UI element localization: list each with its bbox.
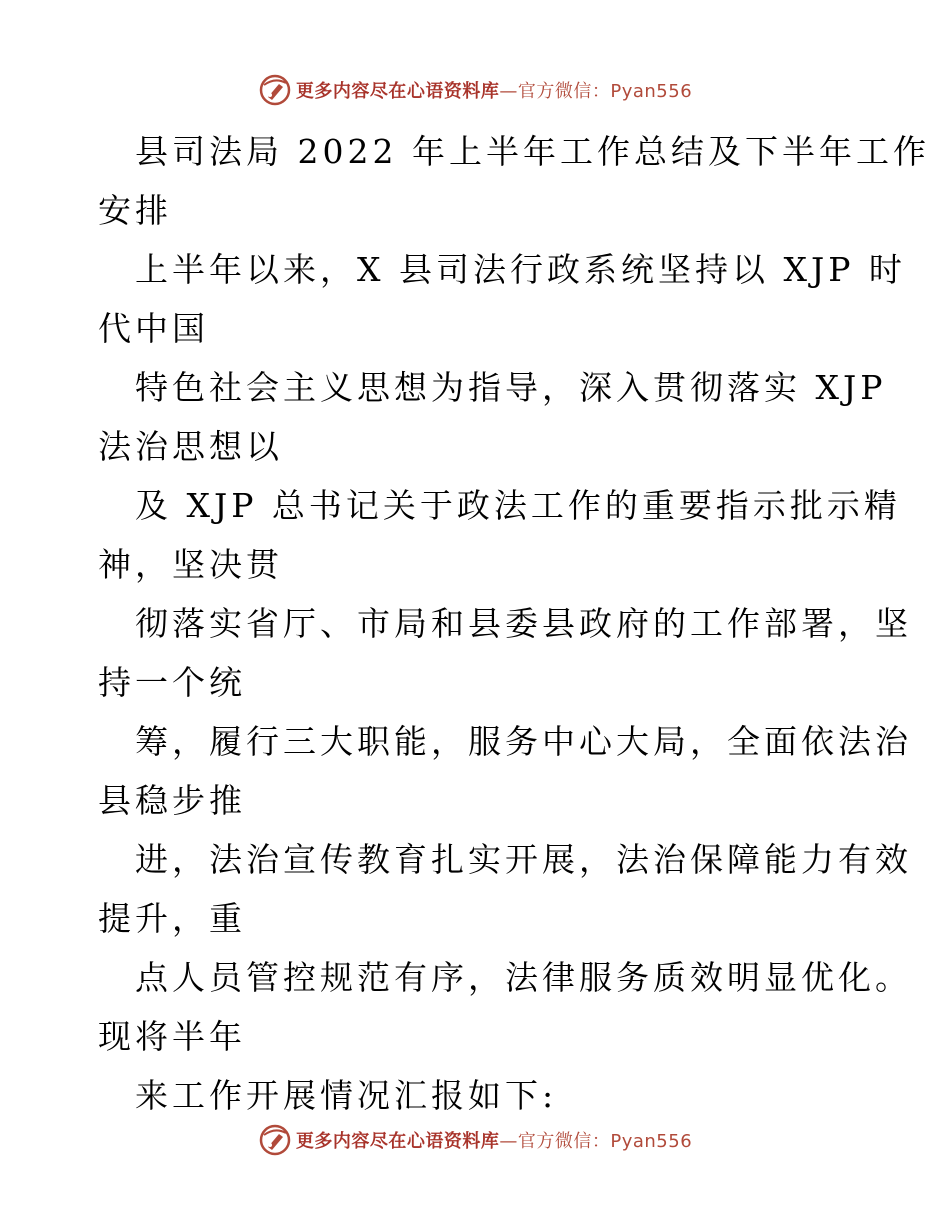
document-line: 进，法治宣传教育扎实开展，法治保障能力有效 bbox=[135, 840, 912, 879]
document-body bbox=[98, 122, 930, 1125]
document-line: 点人员管控规范有序，法律服务质效明显优化。 bbox=[135, 958, 912, 997]
watermark-text bbox=[296, 1127, 692, 1153]
document-line: 安排 bbox=[98, 191, 172, 230]
document-line: 县司法局 2022 年上半年工作总结及下半年工作 bbox=[135, 132, 930, 171]
footer-watermark bbox=[0, 1120, 950, 1160]
document-line: 代中国 bbox=[98, 309, 209, 348]
document-line: 持一个统 bbox=[98, 663, 246, 702]
watermark-suffix: —官方微信：Pyan556 bbox=[499, 81, 693, 102]
document-line: 上半年以来，X 县司法行政系统坚持以 XJP 时 bbox=[135, 250, 906, 289]
document-line: 县稳步推 bbox=[98, 781, 246, 820]
document-line: 来工作开展情况汇报如下: bbox=[135, 1076, 558, 1115]
pen-nib-circle-icon bbox=[258, 1123, 292, 1157]
document-line: 彻落实省厅、市局和县委县政府的工作部署，坚 bbox=[135, 604, 912, 643]
document-line: 法治思想以 bbox=[98, 427, 283, 466]
document-line: 筹，履行三大职能，服务中心大局，全面依法治 bbox=[135, 722, 912, 761]
watermark-brand: 更多内容尽在心语资料库 bbox=[295, 81, 500, 102]
document-line: 现将半年 bbox=[98, 1017, 246, 1056]
watermark-text bbox=[296, 77, 692, 103]
document-line: 提升，重 bbox=[98, 899, 246, 938]
document-line: 特色社会主义思想为指导，深入贯彻落实 XJP bbox=[135, 368, 887, 407]
watermark-suffix: —官方微信：Pyan556 bbox=[499, 1131, 693, 1152]
document-line: 及 XJP 总书记关于政法工作的重要指示批示精 bbox=[135, 486, 901, 525]
watermark-brand: 更多内容尽在心语资料库 bbox=[295, 1131, 500, 1152]
header-watermark bbox=[0, 70, 950, 110]
document-line: 神，坚决贯 bbox=[98, 545, 283, 584]
pen-nib-circle-icon bbox=[258, 73, 292, 107]
